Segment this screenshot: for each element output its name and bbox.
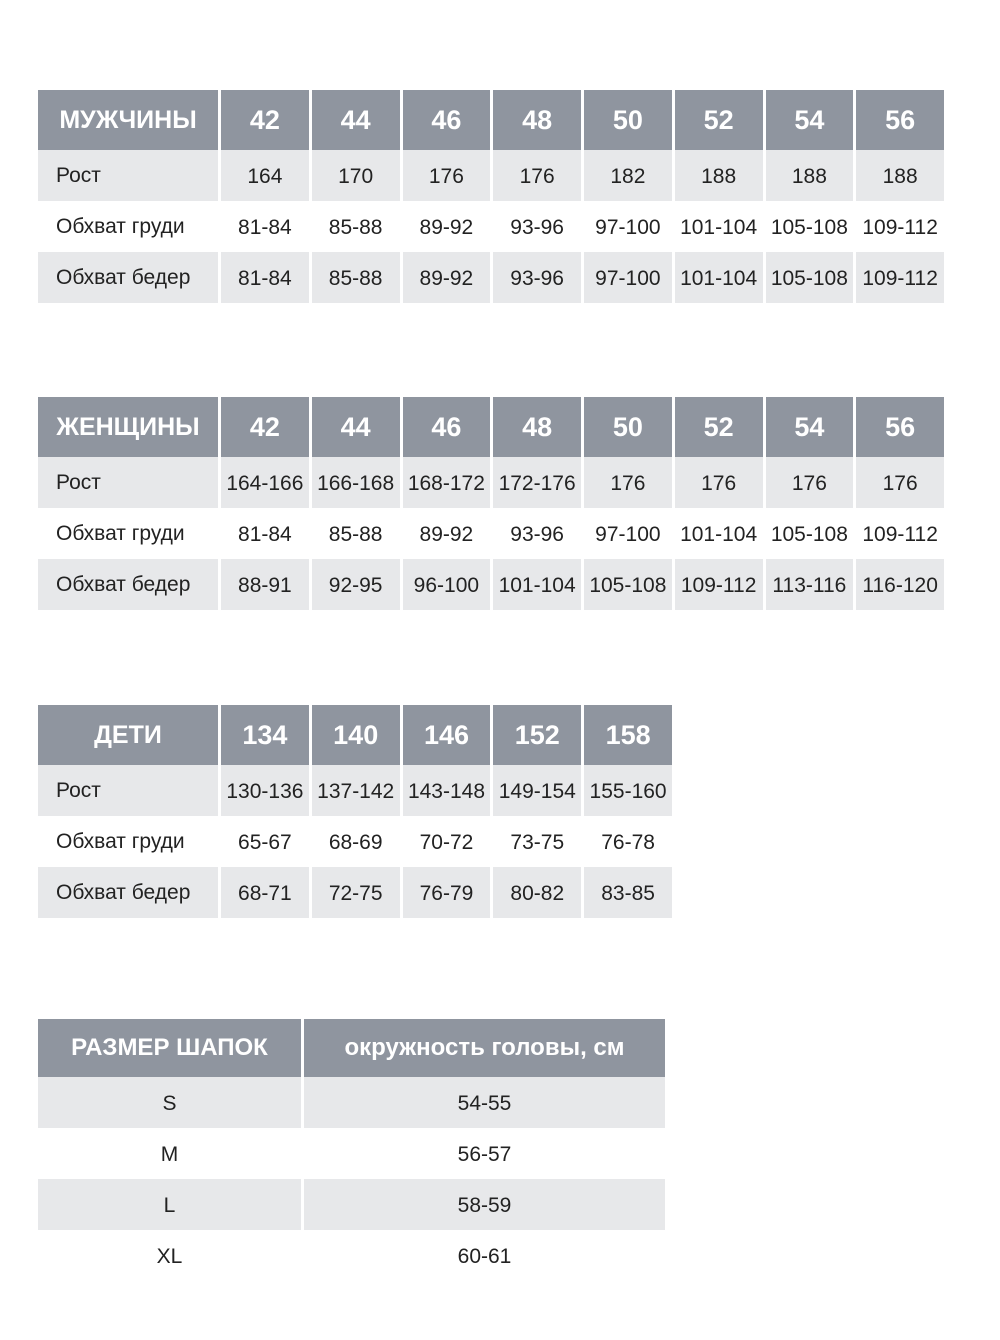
table-cell: 105-108 bbox=[770, 216, 848, 239]
table-cell: 164-166 bbox=[221, 457, 309, 508]
size-header: 44 bbox=[312, 90, 400, 150]
table-row-hips bbox=[38, 867, 672, 918]
row-label: Обхват бедер bbox=[38, 867, 218, 918]
table-cell: 72-75 bbox=[312, 867, 400, 918]
table-row-chest bbox=[38, 816, 672, 867]
table-cell: 188 bbox=[675, 150, 763, 201]
table-cell: 97-100 bbox=[595, 523, 661, 546]
table-row-hips bbox=[38, 252, 944, 303]
circumference-cell: 60-61 bbox=[457, 1245, 512, 1268]
table-cell: 73-75 bbox=[510, 831, 565, 854]
table-row-height bbox=[38, 457, 944, 508]
table-cell: 176 bbox=[584, 457, 672, 508]
table-header-row bbox=[38, 1019, 665, 1077]
row-label: Рост bbox=[38, 457, 218, 508]
table-cell: 83-85 bbox=[584, 867, 672, 918]
size-header: 54 bbox=[766, 397, 854, 457]
table-row bbox=[38, 1230, 665, 1281]
table-cell: 68-69 bbox=[328, 831, 383, 854]
table-cell: 109-112 bbox=[862, 523, 938, 546]
table-cell: 155-160 bbox=[584, 765, 672, 816]
circumference-cell: 56-57 bbox=[457, 1143, 512, 1166]
size-header: 152 bbox=[493, 705, 581, 765]
table-cell: 89-92 bbox=[403, 252, 491, 303]
table-row-chest bbox=[38, 508, 944, 559]
table-cell: 81-84 bbox=[238, 523, 292, 546]
table-cell: 188 bbox=[766, 150, 854, 201]
table-cell: 168-172 bbox=[403, 457, 491, 508]
table-cell: 81-84 bbox=[238, 216, 292, 239]
size-header: 54 bbox=[766, 90, 854, 150]
table-cell: 109-112 bbox=[675, 559, 763, 610]
table-cell: 164 bbox=[221, 150, 309, 201]
table-cell: 130-136 bbox=[221, 765, 309, 816]
table-cell: 89-92 bbox=[419, 523, 474, 546]
table-cell: 170 bbox=[312, 150, 400, 201]
hat-size-cell: M bbox=[160, 1143, 179, 1166]
table-cell: 97-100 bbox=[584, 252, 672, 303]
row-label: Обхват груди bbox=[56, 521, 185, 545]
table-cell: 85-88 bbox=[312, 252, 400, 303]
table-cell: 176 bbox=[403, 150, 491, 201]
women-table-title: ЖЕНЩИНЫ bbox=[38, 397, 218, 457]
table-cell: 166-168 bbox=[312, 457, 400, 508]
hat-size-header: РАЗМЕР ШАПОК bbox=[38, 1019, 301, 1077]
table-cell: 89-92 bbox=[419, 216, 474, 239]
table-cell: 85-88 bbox=[328, 216, 383, 239]
table-cell: 176 bbox=[856, 457, 944, 508]
size-header: 134 bbox=[221, 705, 309, 765]
table-cell: 80-82 bbox=[493, 867, 581, 918]
table-cell: 143-148 bbox=[403, 765, 491, 816]
table-cell: 137-142 bbox=[312, 765, 400, 816]
table-cell: 105-108 bbox=[766, 252, 854, 303]
circumference-cell: 58-59 bbox=[304, 1179, 665, 1230]
head-circumference-header: окружность головы, см bbox=[304, 1019, 665, 1077]
size-header: 50 bbox=[584, 90, 672, 150]
men-size-table bbox=[35, 90, 947, 303]
size-header: 44 bbox=[312, 397, 400, 457]
size-header: 42 bbox=[221, 397, 309, 457]
table-cell: 182 bbox=[584, 150, 672, 201]
table-cell: 97-100 bbox=[595, 216, 661, 239]
row-label: Рост bbox=[38, 765, 218, 816]
table-cell: 81-84 bbox=[221, 252, 309, 303]
table-cell: 101-104 bbox=[493, 559, 581, 610]
kids-size-table bbox=[35, 705, 675, 918]
table-row-hips bbox=[38, 559, 944, 610]
table-cell: 101-104 bbox=[680, 216, 758, 239]
circumference-cell: 54-55 bbox=[304, 1077, 665, 1128]
size-header: 52 bbox=[675, 90, 763, 150]
table-cell: 109-112 bbox=[862, 216, 938, 239]
table-cell: 101-104 bbox=[675, 252, 763, 303]
table-cell: 176 bbox=[766, 457, 854, 508]
row-label: Обхват груди bbox=[56, 214, 185, 238]
hat-size-cell: S bbox=[38, 1077, 301, 1128]
size-header: 146 bbox=[403, 705, 491, 765]
size-header: 48 bbox=[493, 397, 581, 457]
table-header-row bbox=[38, 705, 672, 765]
size-header: 56 bbox=[856, 90, 944, 150]
kids-table-title: ДЕТИ bbox=[38, 705, 218, 765]
hats-size-table bbox=[35, 1019, 668, 1281]
size-header: 158 bbox=[584, 705, 672, 765]
table-cell: 88-91 bbox=[221, 559, 309, 610]
size-header: 56 bbox=[856, 397, 944, 457]
table-cell: 76-79 bbox=[403, 867, 491, 918]
table-cell: 92-95 bbox=[312, 559, 400, 610]
table-row bbox=[38, 1128, 665, 1179]
size-header: 48 bbox=[493, 90, 581, 150]
women-size-table bbox=[35, 397, 947, 610]
table-cell: 172-176 bbox=[493, 457, 581, 508]
table-cell: 85-88 bbox=[328, 523, 383, 546]
table-cell: 188 bbox=[856, 150, 944, 201]
row-label: Обхват груди bbox=[56, 829, 185, 853]
size-header: 140 bbox=[312, 705, 400, 765]
table-cell: 113-116 bbox=[766, 559, 854, 610]
table-cell: 105-108 bbox=[770, 523, 848, 546]
table-cell: 176 bbox=[675, 457, 763, 508]
table-row-height bbox=[38, 150, 944, 201]
size-header: 50 bbox=[584, 397, 672, 457]
table-cell: 93-96 bbox=[510, 216, 564, 239]
table-cell: 65-67 bbox=[238, 831, 292, 854]
table-cell: 96-100 bbox=[403, 559, 491, 610]
table-row bbox=[38, 1077, 665, 1128]
row-label: Рост bbox=[38, 150, 218, 201]
table-cell: 70-72 bbox=[419, 831, 474, 854]
size-header: 42 bbox=[221, 90, 309, 150]
size-header: 46 bbox=[403, 90, 491, 150]
size-header: 52 bbox=[675, 397, 763, 457]
size-header: 46 bbox=[403, 397, 491, 457]
table-cell: 93-96 bbox=[510, 523, 564, 546]
table-cell: 176 bbox=[493, 150, 581, 201]
table-cell: 101-104 bbox=[680, 523, 758, 546]
table-cell: 149-154 bbox=[493, 765, 581, 816]
table-header-row bbox=[38, 397, 944, 457]
table-cell: 93-96 bbox=[493, 252, 581, 303]
table-header-row bbox=[38, 90, 944, 150]
men-table-title: МУЖЧИНЫ bbox=[38, 90, 218, 150]
table-cell: 109-112 bbox=[856, 252, 944, 303]
table-cell: 116-120 bbox=[856, 559, 944, 610]
table-cell: 105-108 bbox=[584, 559, 672, 610]
table-cell: 68-71 bbox=[221, 867, 309, 918]
hat-size-cell: L bbox=[38, 1179, 301, 1230]
hat-size-cell: XL bbox=[156, 1245, 183, 1268]
table-row-height bbox=[38, 765, 672, 816]
row-label: Обхват бедер bbox=[38, 559, 218, 610]
table-cell: 76-78 bbox=[601, 831, 655, 854]
table-row bbox=[38, 1179, 665, 1230]
row-label: Обхват бедер bbox=[38, 252, 218, 303]
table-row-chest bbox=[38, 201, 944, 252]
